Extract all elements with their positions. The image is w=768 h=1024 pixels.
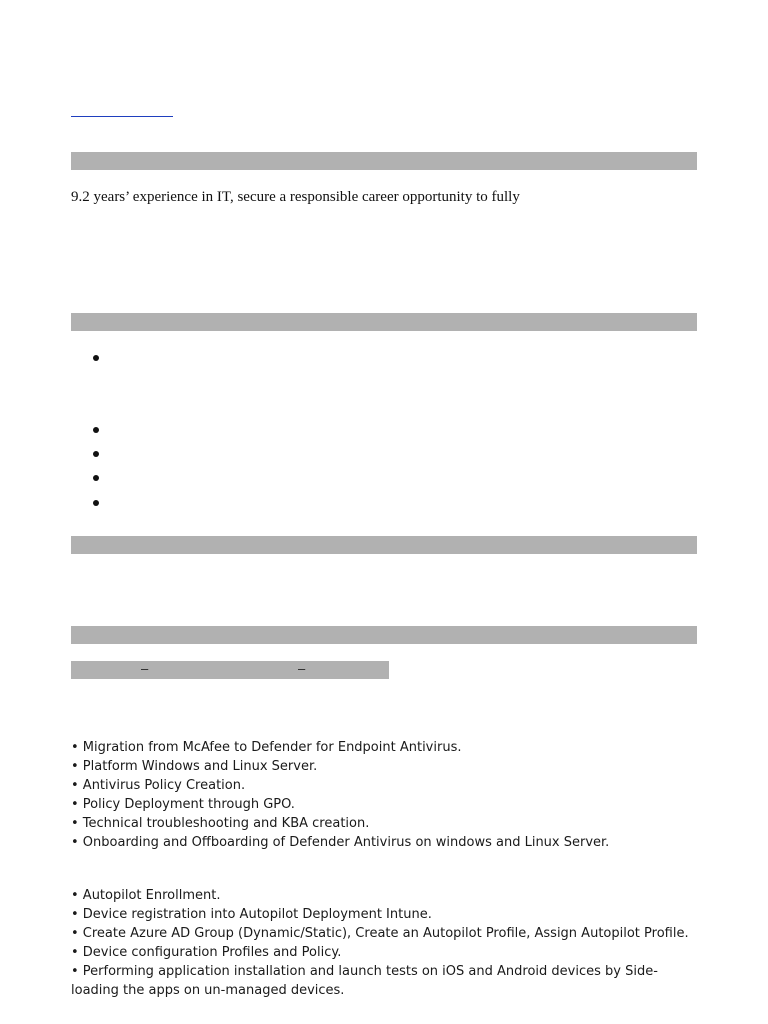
list-item: • Autopilot Enrollment. bbox=[71, 888, 221, 903]
list-item: • Device configuration Profiles and Policy. bbox=[71, 945, 342, 960]
list-item: • Antivirus Policy Creation. bbox=[71, 778, 246, 793]
contact-link-underline[interactable] bbox=[71, 116, 173, 117]
bullet-point bbox=[93, 475, 99, 481]
list-item: • Policy Deployment through GPO. bbox=[71, 797, 295, 812]
job-header-separator: – bbox=[141, 661, 149, 676]
list-item: • Create Azure AD Group (Dynamic/Static), Create an Autopilot Profile, Assign Autopilot Profile. bbox=[71, 926, 689, 941]
bullet-point bbox=[93, 500, 99, 506]
intune-duties-list bbox=[71, 886, 701, 1000]
list-item: • Technical troubleshooting and KBA creation. bbox=[71, 816, 370, 831]
job-header-separator: – bbox=[298, 661, 306, 676]
section-bar-skills bbox=[71, 313, 697, 331]
defender-duties-list bbox=[71, 738, 701, 852]
section-bar-experience bbox=[71, 626, 697, 644]
bullet-point bbox=[93, 355, 99, 361]
section-bar-objective bbox=[71, 152, 697, 170]
list-item: • Migration from McAfee to Defender for Endpoint Antivirus. bbox=[71, 740, 462, 755]
list-item: • Device registration into Autopilot Deployment Intune. bbox=[71, 907, 432, 922]
section-bar-certifications bbox=[71, 536, 697, 554]
list-item: • Onboarding and Offboarding of Defender Antivirus on windows and Linux Server. bbox=[71, 835, 610, 850]
list-item: • Platform Windows and Linux Server. bbox=[71, 759, 318, 774]
list-item: • Performing application installation and launch tests on iOS and Android devices by Side-loading the apps on un-managed devices. bbox=[71, 964, 658, 998]
summary-text: 9.2 years’ experience in IT, secure a responsible career opportunity to fully bbox=[71, 189, 520, 205]
bullet-point bbox=[93, 427, 99, 433]
bullet-point bbox=[93, 451, 99, 457]
job-header-bar bbox=[71, 661, 389, 679]
